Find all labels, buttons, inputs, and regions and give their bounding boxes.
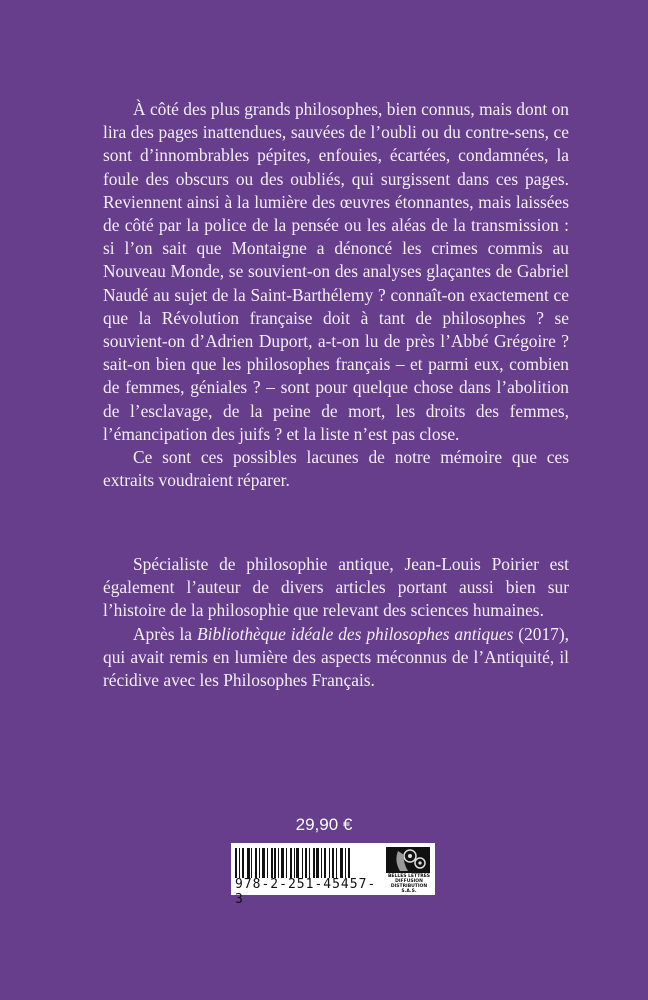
logo-line: BELLES LETTRES xyxy=(387,874,431,879)
barcode xyxy=(231,843,435,907)
owl-logo-icon xyxy=(386,847,430,873)
price-label: 29,90 € xyxy=(295,815,353,834)
distributor-logo-text xyxy=(386,874,432,894)
logo-line: S.A.S. xyxy=(401,889,417,894)
blurb-text xyxy=(103,98,569,492)
bio-paragraph: Spécialiste de philosophie antique, Jean-Louis Poirier est également l’auteur de divers articles portant aussi bien sur l’histoire de la philosophie que relevant des sciences humaines. xyxy=(103,554,569,621)
barcode-bars xyxy=(235,848,383,878)
book-title: Bibliothèque idéale des philosophes antiques xyxy=(196,623,514,644)
bio-text: (2017), qui avait remis en lumière des aspects méconnus de l’Antiquité, il récidive avec les Philosophes Français. xyxy=(103,623,570,691)
logo-line: DISTRIBUTION xyxy=(390,884,428,889)
isbn-number: 978-2-251-45457-3 xyxy=(235,877,377,907)
logo-line: DIFFUSION xyxy=(395,879,423,884)
bio-paragraph xyxy=(103,623,569,693)
bio-text: Après la xyxy=(133,623,197,644)
blurb-paragraph: À côté des plus grands philosophes, bien connus, mais dont on lira des pages inattendues, sauvées de l’oubli ou du contre-sens, ce sont d’innombrables pépites, enfouies, écartées, condamnées, la foule des obscurs ou des oubliés, qui surgissent dans ces pages. Reviennent ainsi à la lumière des œuvres étonnantes, mais laissées de côté par la police de la pensée ou les aléas de la transmission : si l’on sait que Montaigne a dénoncé les crimes commis au Nouveau Monde, se souvient-on des analyses glaçantes de Gabriel Naudé au sujet de la Saint-Barthélemy ? connaît-on exactement ce que la Révolution française doit à tant de philosophes ? se souvient-on d’Adrien Duport, a-t-on lu de près l’Abbé Grégoire ? sait-on bien que les philosophes français – et parmi eux, combien de femmes, géniales ? – sont pour quelque chose dans l’abolition de l’esclavage, de la peine de mort, les droits des femmes, l’émancipation des juifs ? et la liste n’est pas close. xyxy=(103,99,569,444)
author-bio xyxy=(103,553,569,692)
blurb-paragraph: Ce sont ces possibles lacunes de notre mémoire que ces extraits voudraient réparer. xyxy=(103,447,569,491)
